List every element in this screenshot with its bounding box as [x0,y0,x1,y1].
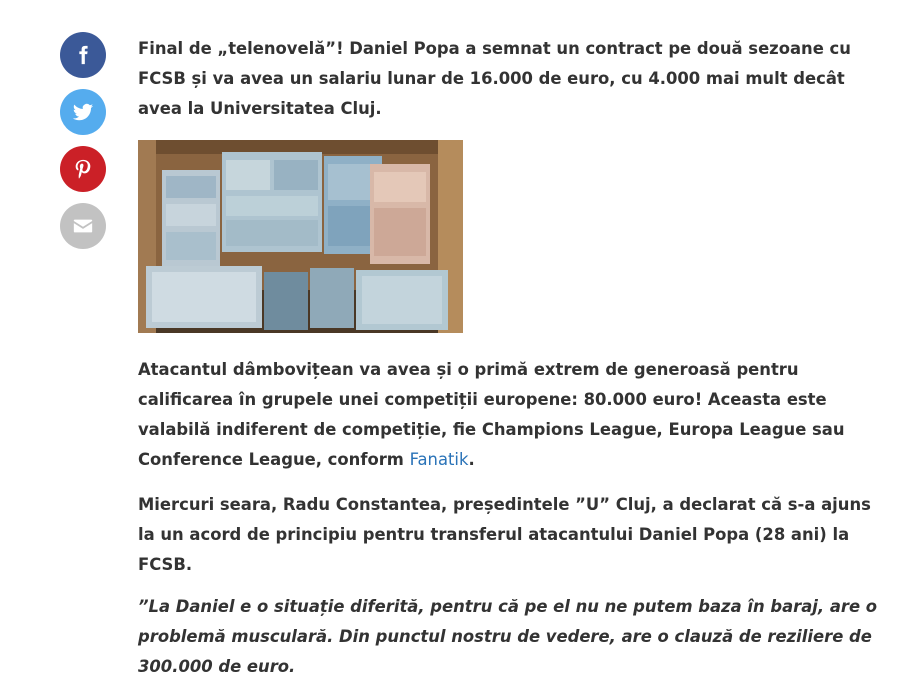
facebook-icon [72,44,94,66]
article-paragraph-transfer: Miercuri seara, Radu Constantea, președintele ”U” Cluj, a declarat că s-a ajuns la un acord de principiu pentru transferul atacantului Daniel Popa (28 ani) la FCSB. [138,495,871,574]
twitter-icon [72,101,94,123]
twitter-share-button[interactable] [60,89,106,135]
fanatik-link[interactable]: Fanatik [409,450,469,469]
pinterest-share-button[interactable] [60,146,106,192]
pinterest-icon [72,158,94,180]
email-share-button[interactable] [60,203,106,249]
paragraph-text: Atacantul dâmbovițean va avea și o primă extrem de generoasă pentru calificarea în grupele unei competiții europene: 80.000 euro! Aceasta este valabilă indiferent de competiție, fie Champions League, Europa League sau Conference League, conform [138,360,845,469]
paragraph-end: . [468,450,475,469]
article-body [138,34,883,682]
facebook-share-button[interactable] [60,32,106,78]
article-quote: ”La Daniel e o situație diferită, pentru că pe el nu ne putem baza în baraj, are o problemă musculară. Din punctul nostru de vedere, are o clauză de reziliere de 300.000 de euro. [138,597,878,676]
social-share-bar [60,32,106,260]
article-paragraph-bonus [138,355,883,475]
article-paragraph-intro: Final de „telenovelă”! Daniel Popa a semnat un contract pe două sezoane cu FCSB și va avea un salariu lunar de 16.000 de euro, cu 4.000 mai mult decât avea la Universitatea Cluj. [138,39,851,118]
money-photo [138,140,463,333]
email-icon [72,215,94,237]
